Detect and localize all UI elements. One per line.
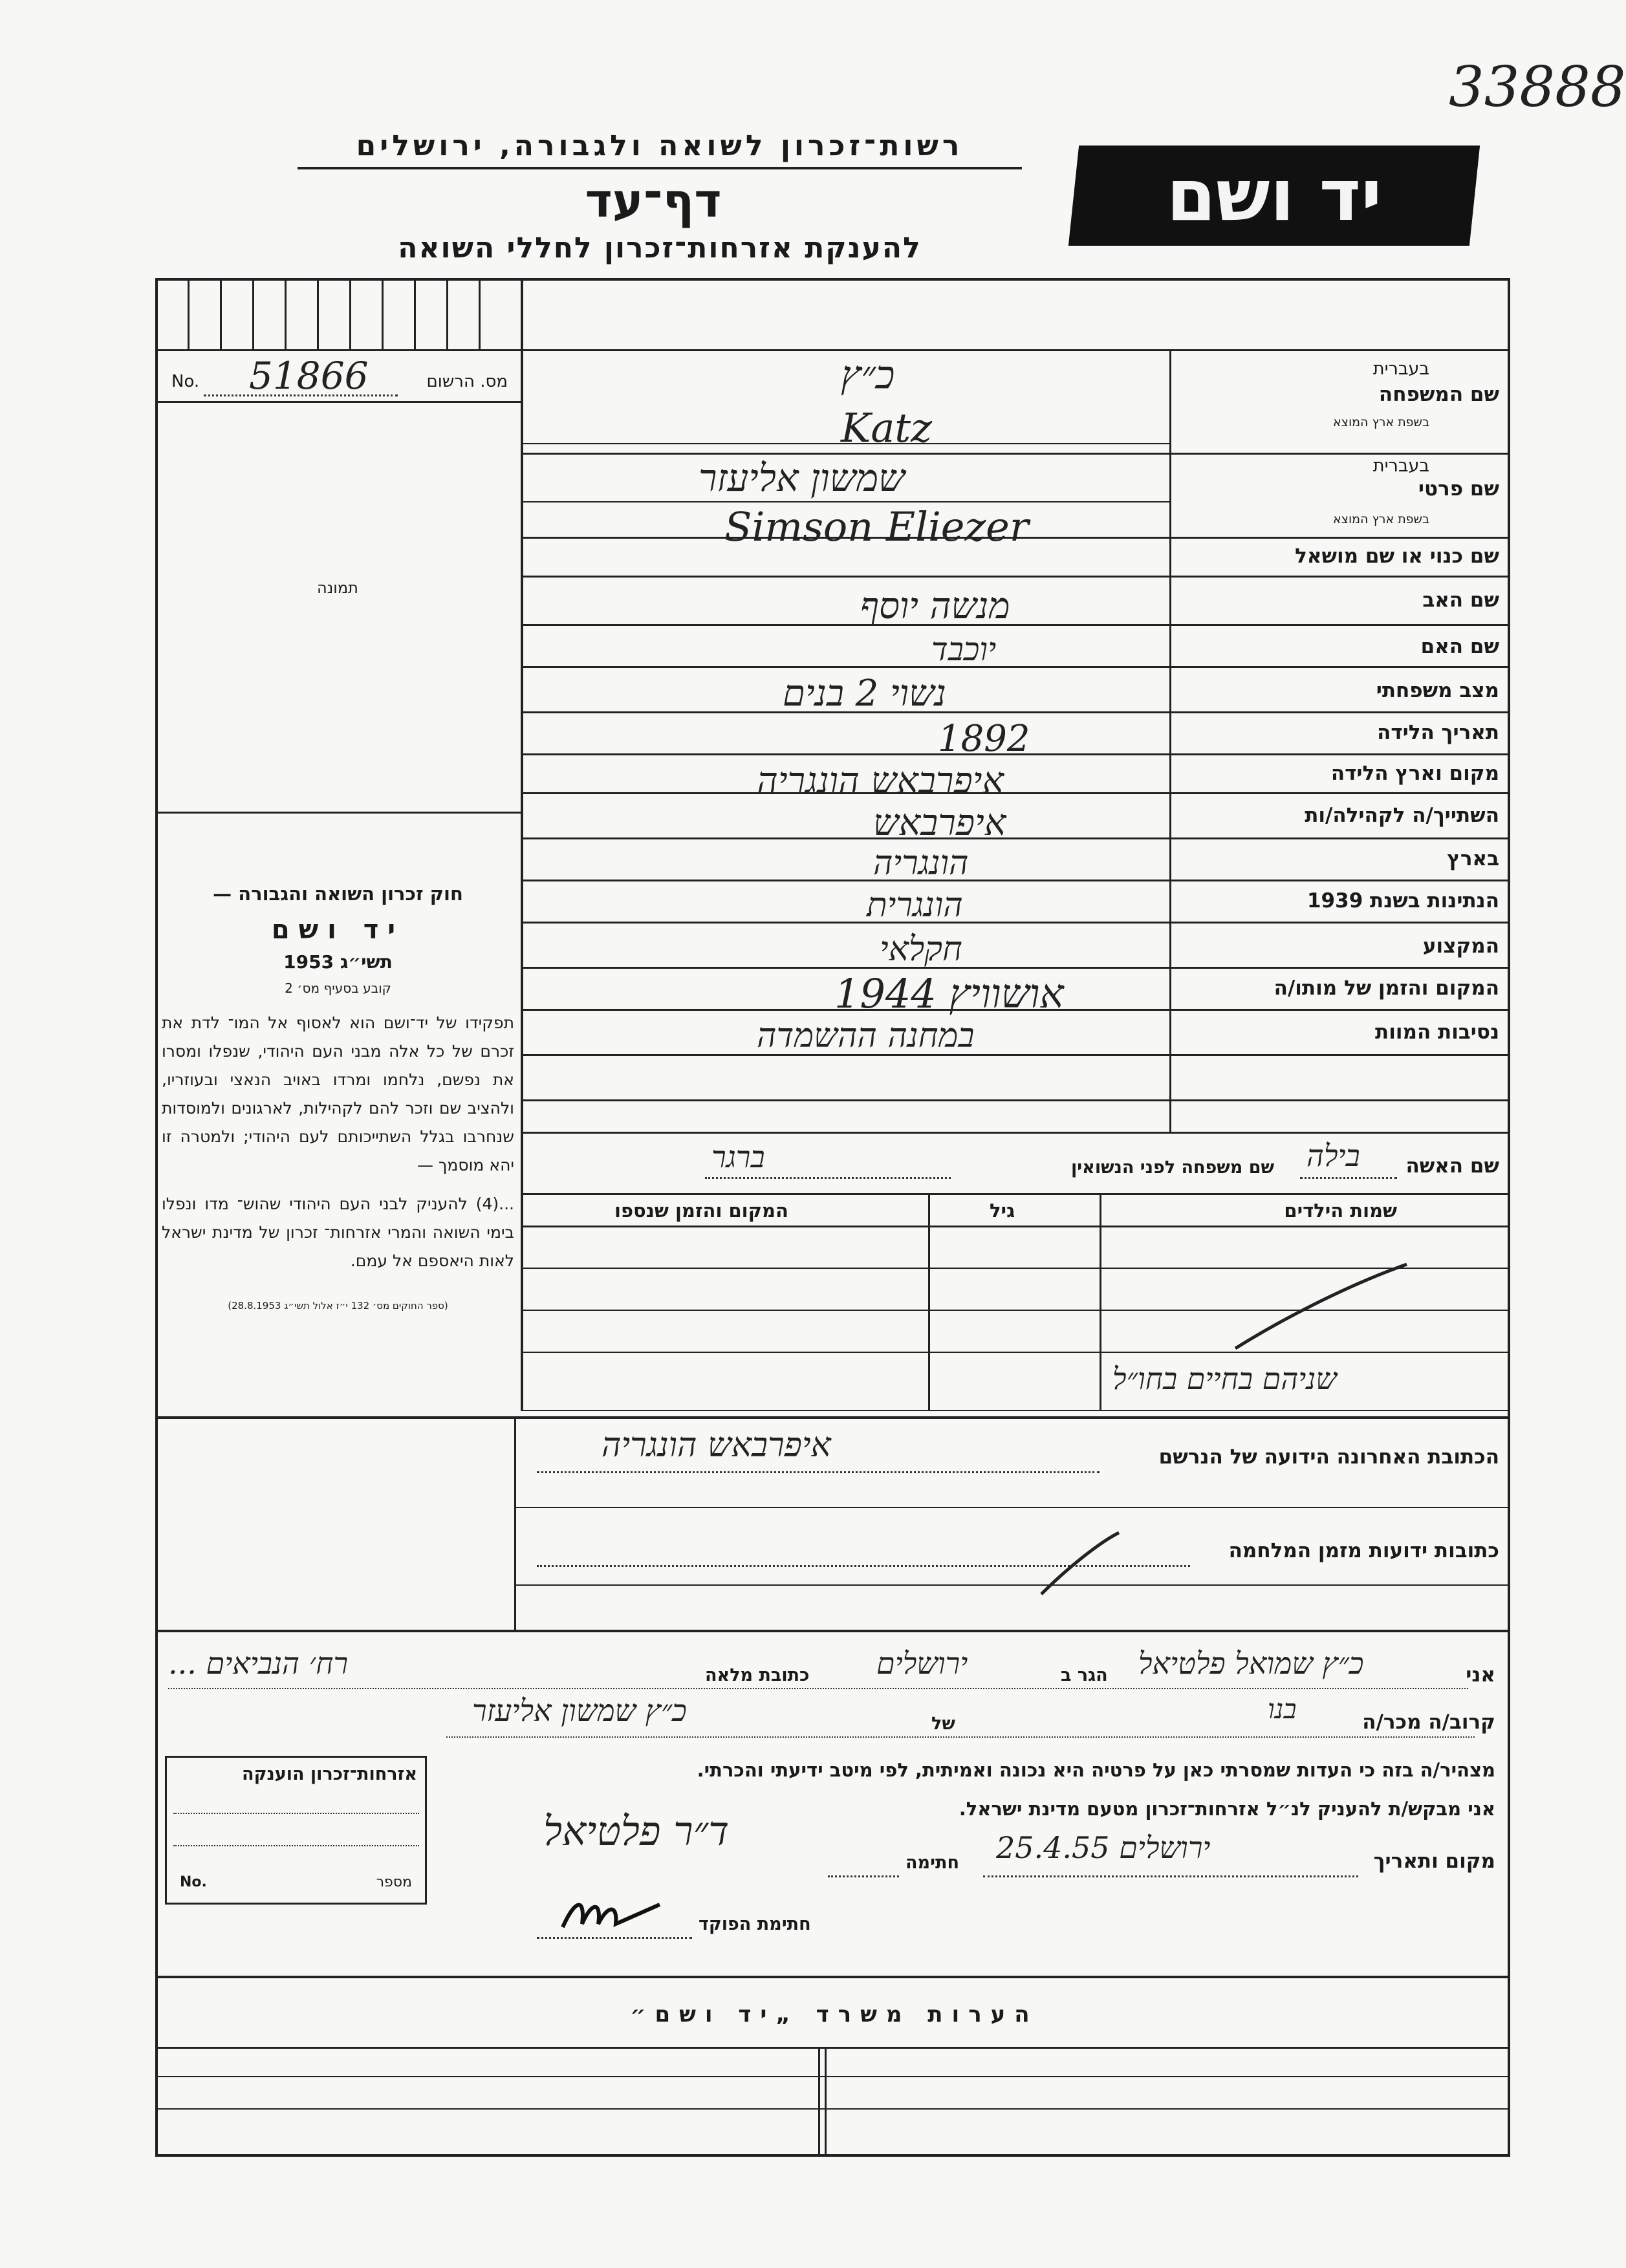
registration-number: 51866 — [249, 354, 369, 398]
war-address-strike-mark — [1035, 1529, 1125, 1601]
citizenship-label: הנתינות בשנת 1939 — [1306, 889, 1499, 913]
officer-signature-mark — [556, 1892, 666, 1937]
law-paragraph-2: ...(4) להעניק לבני העם היהודי שהוש־ מדו ונפלו בימי השואה והמרי אזרחות־ זכרון של מדינת ישראל לאות היאספם אל עמם. — [162, 1194, 514, 1270]
law-year: תשי״ג 1953 — [283, 951, 393, 973]
marital-label: מצב משפחתי — [1376, 679, 1499, 702]
statement-1: מצהיר/ה בזה כי העדות שמסרתי כאן על פרטיה היא נכונה ואמיתית, לפי מיטב ידיעתי והכרתי. — [697, 1759, 1495, 1781]
death-value: אושוויץ 1944 — [834, 970, 1064, 1017]
certificate-title: אזרחות־זכרון הוענקה — [242, 1764, 417, 1784]
citizenship-value: הונגרית — [867, 886, 963, 925]
place-date-value: ירושלים 25.4.55 — [996, 1830, 1211, 1865]
country-label: בארץ — [1447, 847, 1499, 870]
law-clause: קובע בסעיף מס׳ 2 — [285, 980, 391, 996]
family-name-hebrew-label: בעברית — [1372, 359, 1429, 379]
authority-underline — [298, 167, 1022, 169]
first-name-hebrew-value: שמשון אליעזר — [699, 456, 905, 500]
declarant-lives-value: ירושלים — [876, 1646, 968, 1681]
notes-title: הערות משרד „יד ושם״ — [630, 2002, 1039, 2027]
place-date-label: מקום ותאריך — [1373, 1850, 1495, 1873]
family-name-hebrew-value: כ״ץ — [841, 352, 895, 398]
maiden-label: שם משפחה לפני הנשואין — [1070, 1158, 1274, 1178]
page-title: דף־עד — [585, 173, 722, 228]
death-cause-label: נסיבות המוות — [1375, 1021, 1499, 1044]
country-value: הונגריה — [873, 844, 969, 883]
family-name-origin-label: בשפת ארץ המוצא — [1332, 415, 1429, 429]
first-name-hebrew-label: בעברית — [1372, 456, 1429, 476]
law-citation: (ספר החוקים מס׳ 132 י״ז אלול תשי״ג 28.8.1953) — [228, 1300, 448, 1312]
statement-2: אני מבקש/ת להעניק לנ״ל אזרחות־זכרון מטעם מדינת ישראל. — [959, 1798, 1495, 1820]
children-header-age: גיל — [990, 1200, 1015, 1222]
community-label: השתייך/ה לקהילה/ות — [1305, 804, 1499, 827]
birthplace-value: איפרבאש הונגריה — [757, 760, 1004, 802]
first-name-label: שם פרטי — [1418, 477, 1499, 501]
certificate-no-label: No. — [180, 1874, 207, 1890]
law-paragraph-1: תפקידו של יד־ושם הוא לאסוף אל המו־ לדת את זכרם של כל אלה מבני העם היהודי, שנפלו ומסרו את נפשם, נלחמו ומרדו באויב הנאצי ובעוזריו, ולהציב שם וזכר להם לקהילות, לארגונים ולמוסדות שנחרבו בגלל השתייכותם לעם היהודי; ולמטרה זו יהא מוסמך — — [162, 1013, 514, 1174]
children-entry: שניהם בחיים בחו״ל — [1112, 1361, 1337, 1396]
war-address-label: כתובות ידועות מזמן המלחמה — [1228, 1539, 1499, 1562]
authority-line: רשות־זכרון לשואה ולגבורה, ירושלים — [356, 129, 964, 162]
registration-no-label: No. — [171, 372, 200, 391]
photo-label: תמונה — [317, 579, 358, 597]
first-name-origin-value: Simson Eliezer — [724, 503, 1029, 550]
registration-label: מס. הרשום — [426, 372, 508, 391]
birthdate-label: תאריך הלידה — [1377, 721, 1499, 744]
wife-value: בילה — [1306, 1138, 1360, 1173]
certificate-number-label: מספר — [376, 1874, 412, 1890]
death-cause-value: במחנה ההשמדה — [757, 1017, 975, 1055]
last-address-value: איפרבאש הונגריה — [602, 1426, 831, 1465]
declarant-i-value: כ״ץ שמואל פלטיאל — [1138, 1646, 1364, 1681]
community-value: איפרבאש — [873, 802, 1006, 844]
certificate-box — [165, 1756, 427, 1905]
profession-label: המקצוע — [1422, 934, 1499, 958]
birthdate-value: 1892 — [938, 718, 1030, 760]
declarant-i-label: אני — [1466, 1663, 1495, 1687]
of-label: של — [931, 1714, 955, 1734]
law-heading: חוק זכרון השואה והגבורה — — [213, 883, 463, 905]
relative-value: בנו — [1268, 1693, 1297, 1725]
profession-value: חקלאי — [880, 930, 962, 969]
children-strike-mark — [1222, 1258, 1416, 1355]
declarant-address-label: כתובת מלאה — [705, 1665, 810, 1685]
mother-label: שם האם — [1420, 635, 1499, 658]
family-name-label: שם המשפחה — [1378, 383, 1499, 406]
family-name-origin-value: Katz — [841, 404, 932, 451]
death-label: המקום והזמן של מותו/ה — [1274, 977, 1499, 1000]
law-name: יד ושם — [271, 915, 405, 945]
marital-value: נשוי 2 בנים — [783, 673, 946, 715]
relative-label: קרוב/ה מכר/ה — [1362, 1711, 1495, 1734]
archive-number: 33888 — [1449, 55, 1626, 120]
last-address-label: הכתובת האחרונה הידועה של הנרשם — [1158, 1445, 1499, 1469]
declarant-address-value: רח׳ הנביאים ... — [168, 1646, 349, 1681]
yad-vashem-logo — [1068, 146, 1480, 246]
signature-value: ד״ר פלטיאל — [543, 1808, 730, 1855]
officer-signature-label: חתימת הפוקד — [699, 1914, 811, 1934]
of-value: כ״ץ שמשון אליעזר — [472, 1693, 687, 1728]
registration-row — [165, 354, 514, 404]
law-block — [162, 883, 514, 1312]
maiden-value: ברגר — [711, 1139, 765, 1174]
first-name-origin-label: בשפת ארץ המוצא — [1332, 512, 1429, 526]
children-header-place: המקום והזמן שנספו — [614, 1200, 788, 1222]
wife-label: שם האשה — [1405, 1154, 1499, 1178]
logo-text: יד ושם — [1166, 154, 1382, 237]
father-value: מנשה יוסף — [860, 585, 1010, 627]
page-subtitle: להענקת אזרחות־זכרון לחללי השואה — [398, 232, 922, 265]
birthplace-label: מקום וארץ הלידה — [1330, 762, 1499, 785]
nickname-label: שם כנוי או שם מושאל — [1295, 545, 1499, 568]
mother-value: יוכבד — [931, 631, 997, 668]
children-header-names: שמות הילדים — [1284, 1200, 1397, 1222]
father-label: שם האב — [1422, 589, 1499, 612]
signature-label: חתימה — [905, 1853, 960, 1873]
declarant-lives-label: הגר ב — [1061, 1665, 1108, 1685]
